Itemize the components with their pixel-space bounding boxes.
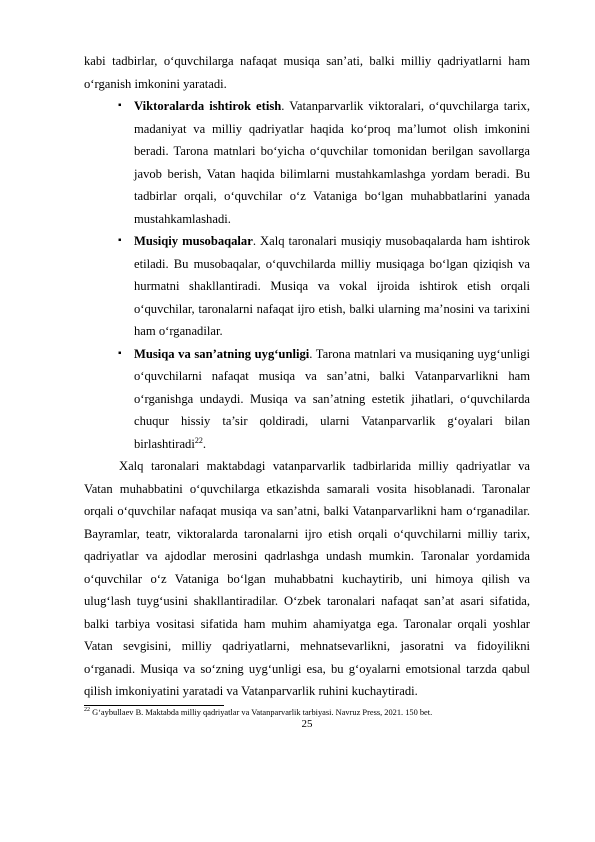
bullet-text: . Vatanparvarlik viktoralari, o‘quvchilarga tarix, madaniyat va milliy qadriyatlar haqida ko‘proq ma’lumot olish imkonini beradi. Tarona matnlari bo‘yicha o‘quvchilar tomonidan berilgan savollarga javob berish, Vatan haqida bilimlarni mustahkamlashga yordam beradi. Bu tadbirlar orqali, o‘quvchilar o‘z Vataniga bo‘lgan muhabbatlarini yanada mustahkamlashadi.: [134, 99, 530, 226]
footnote: [84, 707, 530, 718]
bullet-text-end: .: [202, 436, 207, 451]
footnote-reference[interactable]: 22: [194, 435, 203, 445]
bullet-term: Viktoralarda ishtirok etish: [134, 99, 282, 113]
footnote-text: G‘aybullaev B. Maktabda milliy qadriyatlar va Vatanparvarlik tarbiyasi. Navruz Press, 2021. 150 bet.: [90, 707, 433, 717]
bullet-text: . Tarona matnlari va musiqaning uyg‘unligi o‘quvchilarni nafaqat musiqa va san’atni, balki Vatanparvarlikni ham o‘rganishga undaydi. Musiqa va san’atning estetik jihatlari, o‘quvchilarda chuqur hissiy ta’sir qoldiradi, ularni Vatanparvarlik g‘oyalari bilan birlashtiradi: [134, 346, 530, 451]
main-paragraph: Xalq taronalari maktabdagi vatanparvarlik tadbirlarida milliy qadriyatlar va Vatan muhabbatini o‘quvchilarga etkazishda samarali vosita hisoblanadi. Taronalar orqali o‘quvchilar nafaqat musiqa va san’atni, balki Vatanparvarlikni ham o‘rganadilar. Bayramlar, teatr, viktoralarda taronalarni ijro etish orqali o‘quvchilarni milliy tarix, qadriyatlar va ajdodlar merosini qadrlashga undash mumkin. Taronalar yordamida o‘quvchilar o‘z Vataniga bo‘lgan muhabbatni kuchaytirib, uni himoya qilish va ulug‘lash tuyg‘usini shakllantiradilar. O‘zbek taronalari nafaqat san’at asari sifatida, balki tarbiya vositasi sifatida ham muhim ahamiyatga ega. Taronalar orqali yoshlar Vatan sevgisini, milliy qadriyatlarni, mehnatsevarlikni, jasoratni va fidoyilikni o‘rganadi. Musiqa va so‘zning uyg‘unligi esa, bu g‘oyalarni emotsional tarzda qabul qilish imkoniyatini yaratadi va Vatanparvarlik ruhini kuchaytiradi.: [84, 459, 530, 698]
intro-paragraph: kabi tadbirlar, o‘quvchilarga nafaqat musiqa san’ati, balki milliy qadriyatlarni ham o‘rganish imkonini yaratadi.: [84, 54, 530, 91]
bullet-text: . Xalq taronalari musiqiy musobaqalarda ham ishtirok etiladi. Bu musobaqalar, o‘quvchilarda milliy musiqaga bo‘lgan qiziqish va hurmatni shakllantiradi. Musiqa va vokal ijroida ishtirok etish orqali o‘quvchilar, taronalarni nafaqat ijro etish, balki ularning ma’nosini va tarixini ham o‘rganadilar.: [134, 234, 531, 338]
bullet-item-viktoralar: [84, 95, 530, 230]
bullet-icon: ▪: [118, 100, 122, 111]
document-page: [84, 50, 530, 730]
bullet-term: Musiqa va san’atning uyg‘unligi: [134, 346, 310, 361]
bullet-icon: ▪: [118, 347, 122, 359]
bullet-term: Musiqiy musobaqalar: [134, 234, 253, 248]
page-number: 25: [301, 717, 313, 730]
bullet-item-uygunlik: [84, 343, 530, 456]
footnote-divider: [84, 705, 224, 706]
footnote-number: 22: [84, 706, 90, 713]
bullet-icon: ▪: [118, 235, 122, 246]
bullet-item-musobaqalar: [84, 230, 530, 343]
